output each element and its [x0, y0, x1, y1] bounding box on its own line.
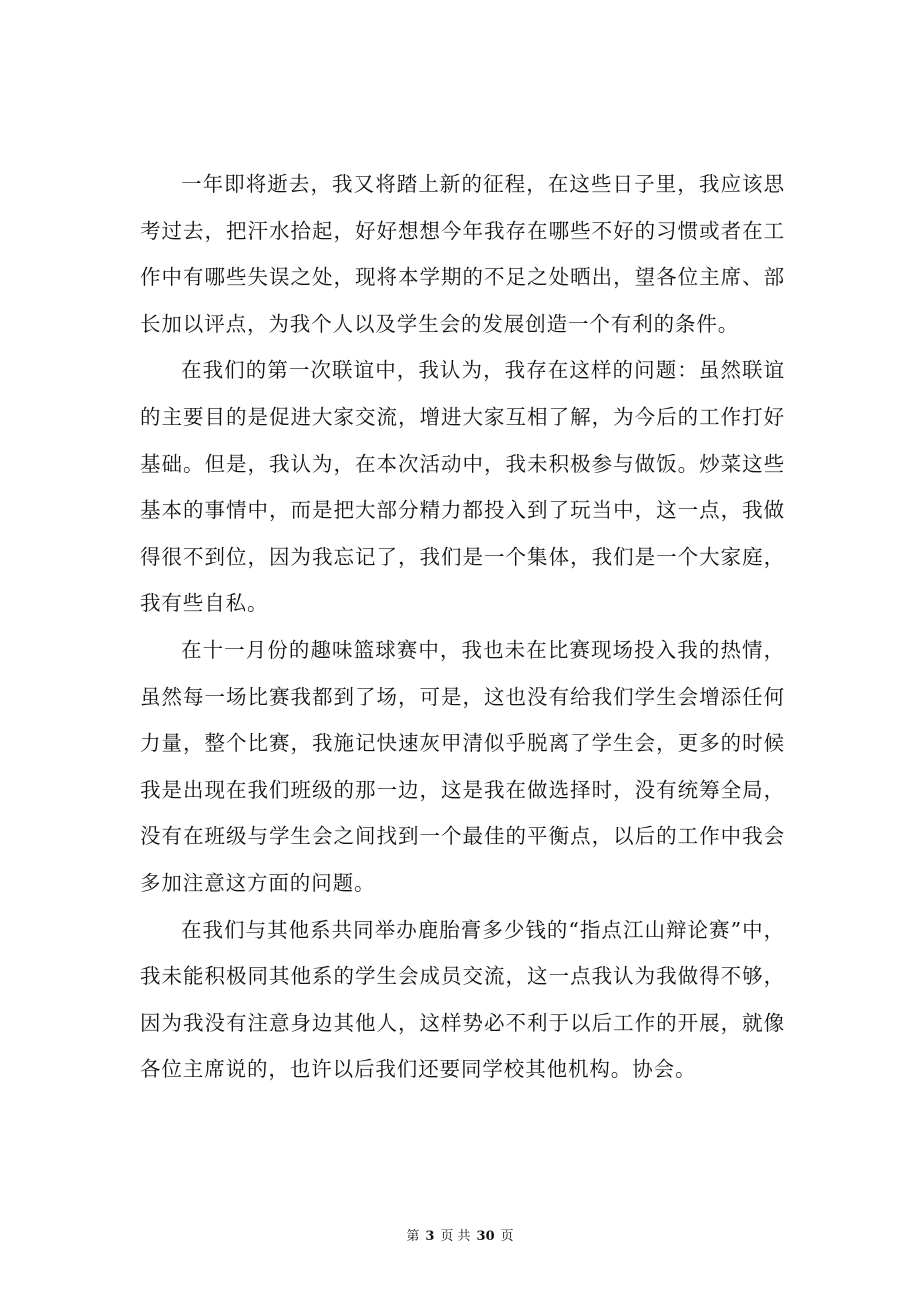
- paragraph-4: 在我们与其他系共同举办鹿胎膏多少钱的“指点江山辩论赛”中，我未能积极同其他系的学生会成员交流，这一点我认为我做得不够，因为我没有注意身边其他人，这样势必不利于以后工作的开展，就像各位主席说的，也许以后我们还要同学校其他机构。协会。: [140, 917, 785, 1082]
- total-pages-number: 30: [476, 1229, 495, 1244]
- paragraph-3: 在十一月份的趣味篮球赛中，我也未在比赛现场投入我的热情，虽然每一场比赛我都到了场，可是，这也没有给我们学生会增添任何力量，整个比赛，我施记快速灰甲清似乎脱离了学生会，更多的时候我是出现在我们班级的那一边，这是我在做选择时，没有统筹全局，没有在班级与学生会之间找到一个最佳的平衡点，以后的工作中我会多加注意这方面的问题。: [140, 637, 785, 895]
- paragraph-1: 一年即将逝去，我又将踏上新的征程，在这些日子里，我应该思考过去，把汗水拾起，好好想想今年我存在哪些不好的习惯或者在工作中有哪些失误之处，现将本学期的不足之处晒出，望各位主席、部长加以评点，为我个人以及学生会的发展创造一个有利的条件。: [140, 172, 785, 336]
- document-body: [140, 161, 785, 1093]
- page-label-suffix: 页: [500, 1229, 514, 1244]
- page-footer: [0, 1228, 920, 1246]
- page-label-prefix: 第: [406, 1229, 420, 1244]
- current-page-number: 3: [425, 1229, 435, 1244]
- page-label-middle: 页 共: [440, 1229, 471, 1244]
- paragraph-2: 在我们的第一次联谊中，我认为，我存在这样的问题：虽然联谊的主要目的是促进大家交流，增进大家互相了解，为今后的工作打好基础。但是，我认为，在本次活动中，我未积极参与做饭。炒菜这些基本的事情中，而是把大部分精力都投入到了玩当中，这一点，我做得很不到位，因为我忘记了，我们是一个集体，我们是一个大家庭，我有些自私。: [140, 358, 785, 616]
